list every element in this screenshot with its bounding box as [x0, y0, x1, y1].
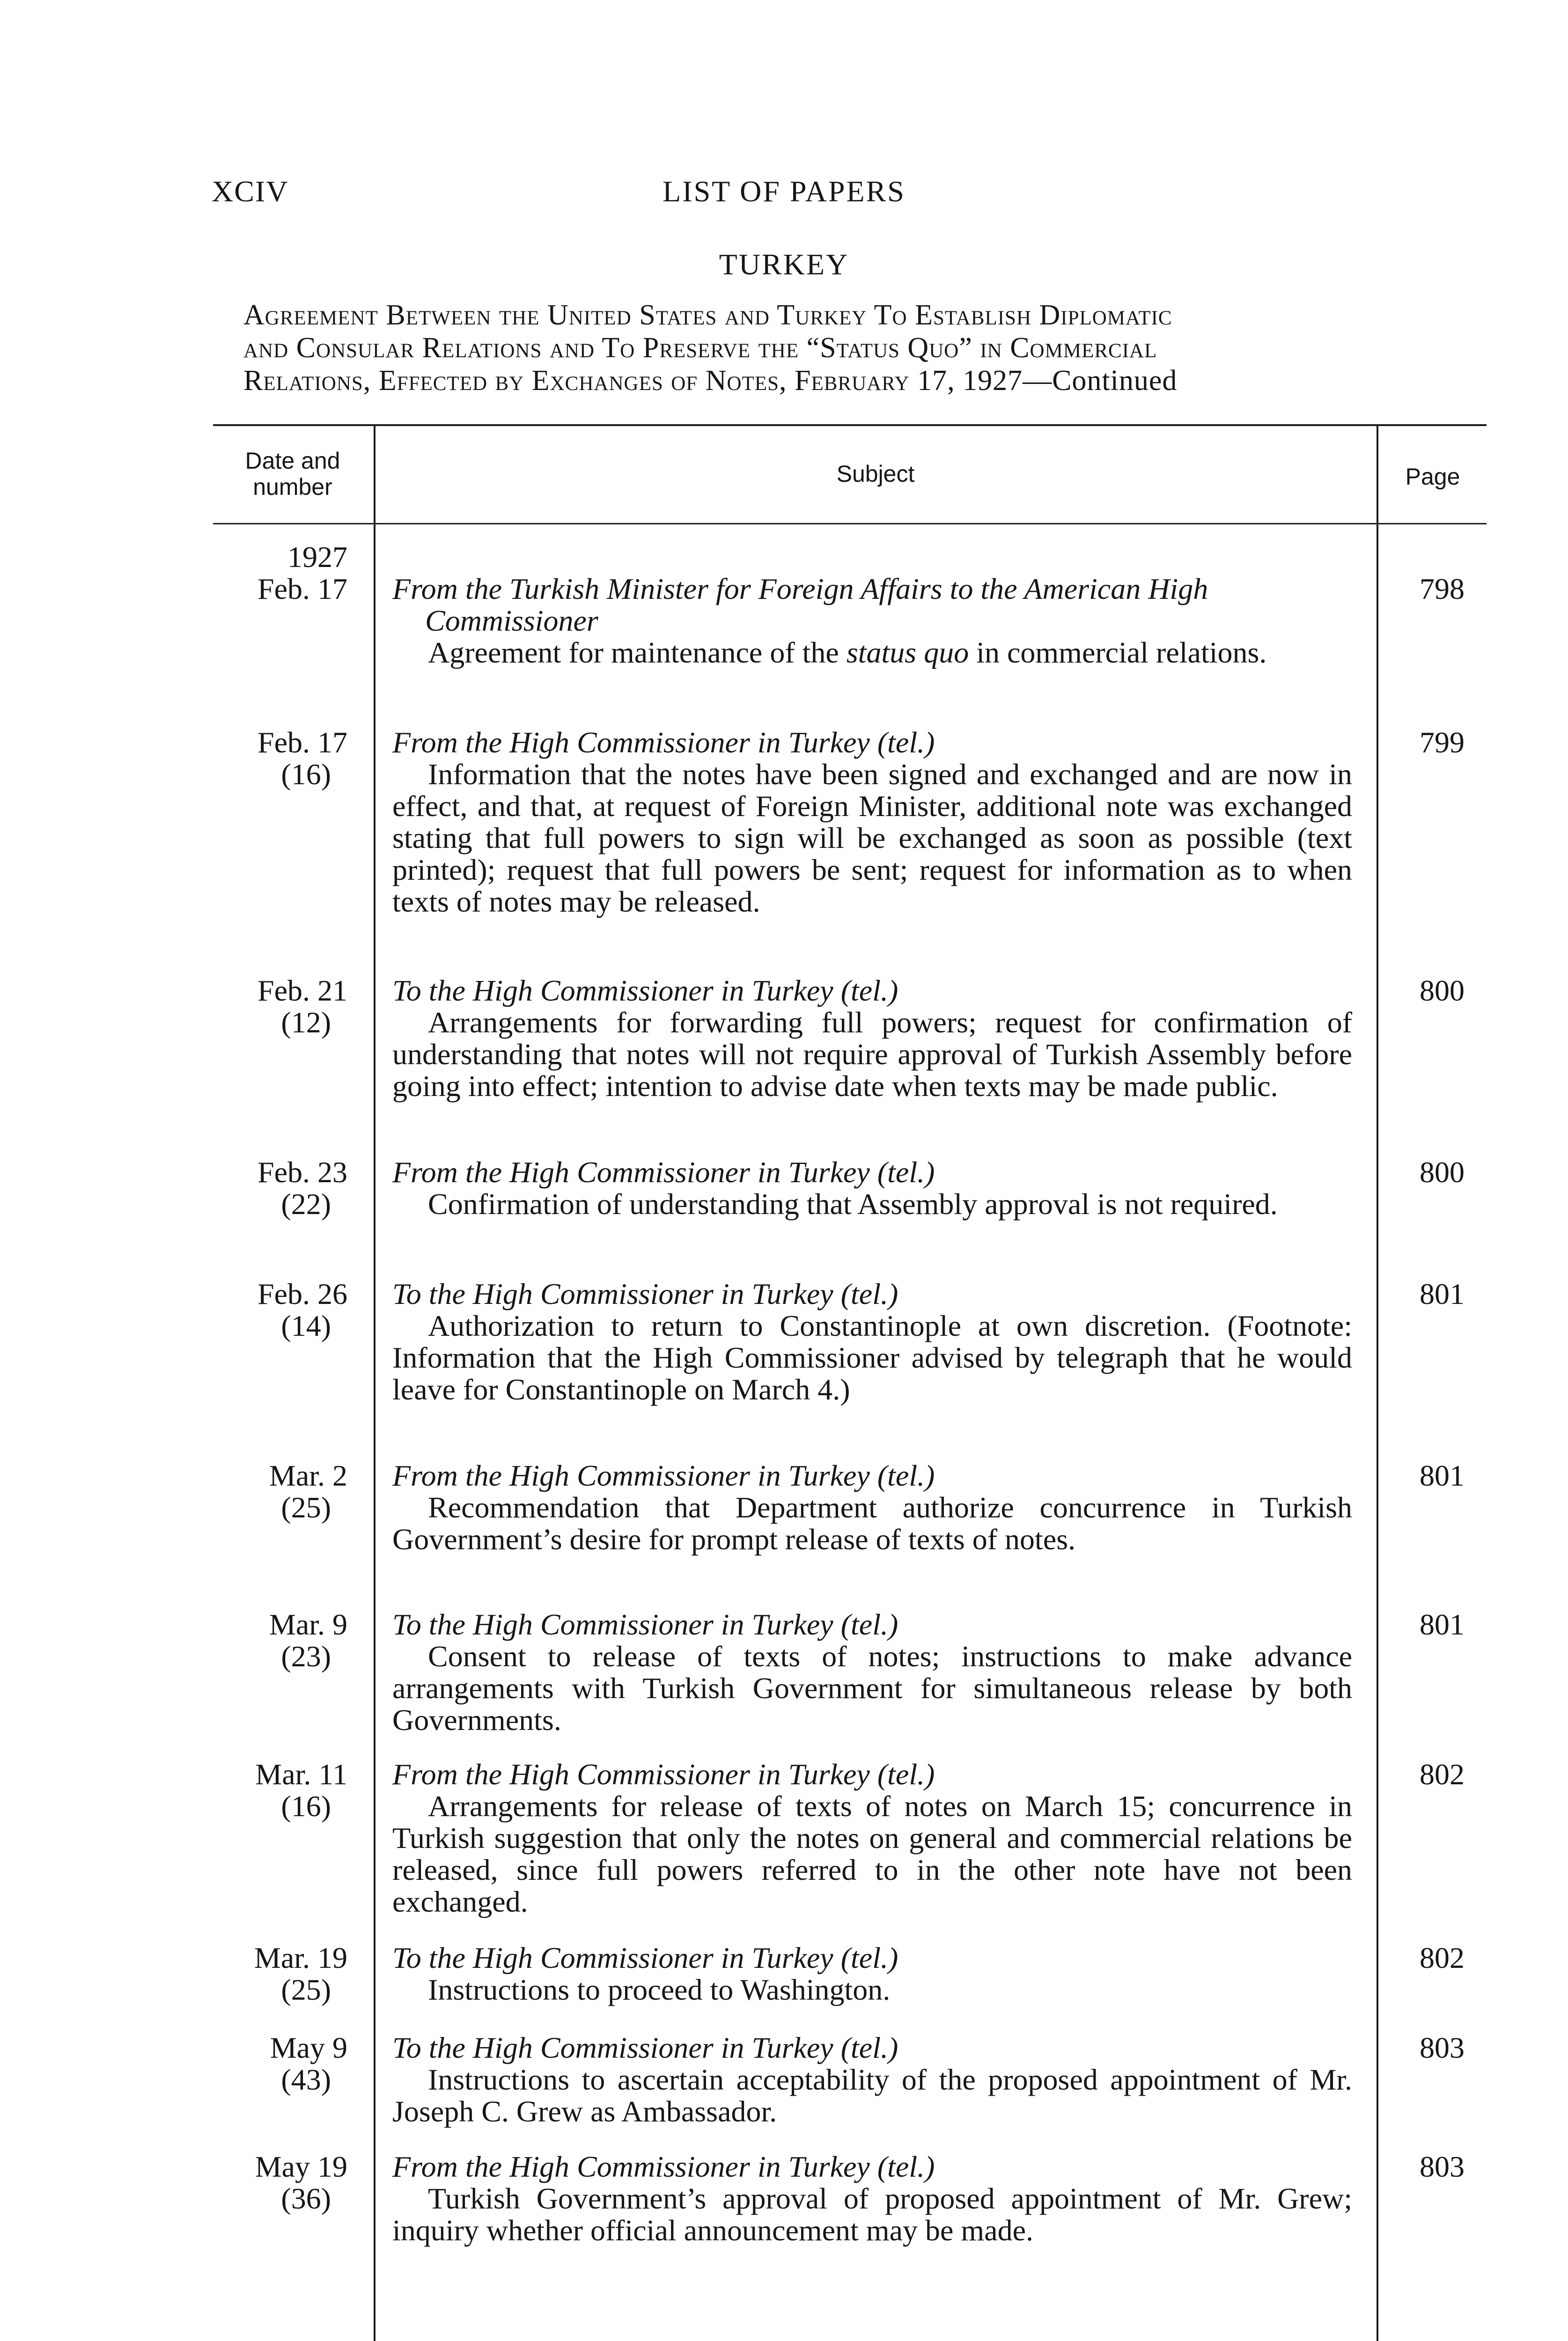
- row-date: Feb. 23 (22): [212, 1156, 347, 1220]
- row-number: (43): [281, 2063, 331, 2096]
- row-heading: From the Turkish Minister for Foreign Affairs to the American High Commissioner: [392, 572, 1208, 637]
- row-description: Instructions to ascertain acceptability of the proposed appointment of Mr. Joseph C. Grew as Ambassador.: [392, 2063, 1352, 2128]
- row-number: (25): [281, 1491, 331, 1524]
- row-description: Instructions to proceed to Washington.: [428, 1973, 891, 2006]
- row-date: May 19 (36): [212, 2151, 347, 2215]
- row-date: Mar. 9 (23): [212, 1609, 347, 1672]
- row-page: 801: [1420, 1277, 1465, 1310]
- row-page: 800: [1420, 1156, 1465, 1189]
- row-subject: [392, 1278, 1352, 1406]
- caption-line-text: Relations, Effected by Exchanges of Notes, February 17, 1927—: [243, 365, 1053, 397]
- caption-line: and Consular Relations and To Preserve the “Status Quo” in Commercial: [243, 332, 1157, 364]
- row-subject: [392, 573, 1352, 669]
- row-page: 799: [1420, 726, 1465, 759]
- row-page: 803: [1420, 2150, 1465, 2183]
- row-date: May 9 (43): [212, 2032, 347, 2096]
- row-subject: [392, 1942, 1352, 2006]
- row-number: (23): [281, 1640, 331, 1673]
- column-header-page: Page: [1405, 464, 1460, 490]
- row-page: 802: [1420, 1758, 1465, 1791]
- row-date: Mar. 2 (25): [212, 1460, 347, 1524]
- row-subject: [392, 2032, 1352, 2128]
- row-page: 801: [1420, 1608, 1465, 1641]
- row-description: Confirmation of understanding that Assembly approval is not required.: [428, 1187, 1278, 1221]
- table-top-rule: [213, 424, 1487, 426]
- row-description: Arrangements for release of texts of notes on March 15; concurrence in Turkish suggestion that only the notes on general and commercial relations be released, since full powers referred to in the other note have not been exchanged.: [392, 1789, 1352, 1918]
- row-date: Feb. 26 (14): [212, 1278, 347, 1342]
- running-title: LIST OF PAPERS: [663, 175, 905, 208]
- caption-line: Agreement Between the United States and Turkey To Establish Diplomatic: [243, 299, 1172, 331]
- row-page: 800: [1420, 974, 1465, 1007]
- column-header-date: Date and number: [245, 448, 340, 500]
- row-heading: From the High Commissioner in Turkey (tel.): [392, 1459, 935, 1492]
- row-page: 802: [1420, 1941, 1465, 1974]
- row-heading: From the High Commissioner in Turkey (tel.): [392, 726, 935, 759]
- column-divider-left: [374, 424, 375, 2341]
- row-number: (16): [281, 758, 331, 791]
- caption-line: [243, 364, 1489, 397]
- row-subject: [392, 2151, 1352, 2246]
- row-page: 803: [1420, 2031, 1465, 2064]
- row-number: (14): [281, 1309, 331, 1342]
- row-heading: From the High Commissioner in Turkey (tel.): [392, 1758, 935, 1791]
- row-number: (36): [281, 2182, 331, 2215]
- row-heading: To the High Commissioner in Turkey (tel.): [392, 974, 898, 1007]
- row-page: 798: [1420, 572, 1465, 605]
- row-heading: To the High Commissioner in Turkey (tel.): [392, 1608, 898, 1641]
- row-heading: To the High Commissioner in Turkey (tel.): [392, 2031, 898, 2064]
- row-heading: To the High Commissioner in Turkey (tel.): [392, 1941, 898, 1974]
- header-bottom-rule: [213, 523, 1487, 524]
- row-date: Feb. 17: [258, 572, 347, 605]
- page-folio: XCIV: [212, 175, 289, 208]
- row-description: Information that the notes have been signed and exchanged and are now in effect, and that, at request of Foreign Minister, additional note was exchanged stating that full powers to sign will be exchanged as soon as possible (text printed); request that full powers be sent; request for information as to when texts of notes may be released.: [392, 758, 1352, 918]
- row-description: Arrangements for forwarding full powers; request for confirmation of understanding that notes will not require approval of Turkish Assembly before going into effect; intention to advise date when texts may be made public.: [392, 1006, 1352, 1103]
- row-date: Mar. 19 (25): [212, 1942, 347, 2006]
- row-subject: [392, 727, 1352, 918]
- row-subject: [392, 975, 1352, 1102]
- section-caption: [243, 299, 1489, 397]
- row-subject: [392, 1156, 1352, 1220]
- row-date: Feb. 17 (16): [212, 727, 347, 790]
- row-subject: [392, 1609, 1352, 1736]
- row-description: Recommendation that Department authorize concurrence in Turkish Government’s desire for prompt release of texts of notes.: [392, 1491, 1352, 1556]
- column-header-subject: Subject: [836, 461, 915, 487]
- row-number: (16): [281, 1789, 331, 1823]
- row-description: Agreement for maintenance of the status quo in commercial relations.: [428, 636, 1267, 669]
- row-page: 801: [1420, 1459, 1465, 1492]
- row-subject: [392, 1460, 1352, 1555]
- running-head: [0, 174, 1568, 212]
- row-number: (25): [281, 1973, 331, 2006]
- row-description: Authorization to return to Constantinople at own discretion. (Footnote: Information that the High Commissioner advised by telegraph that he would leave for Constantinople on March 4.): [392, 1309, 1352, 1406]
- row-number: (22): [281, 1187, 331, 1221]
- row-date: Feb. 21 (12): [212, 975, 347, 1038]
- column-divider-right: [1377, 424, 1378, 2341]
- row-description: Consent to release of texts of notes; instructions to make advance arrangements with Turkish Government for simultaneous release by both Governments.: [392, 1640, 1352, 1737]
- row-description: Turkish Government’s approval of proposed appointment of Mr. Grew; inquiry whether official announcement may be made.: [392, 2182, 1352, 2247]
- row-date: Mar. 11 (16): [212, 1759, 347, 1822]
- row-subject: [392, 1759, 1352, 1918]
- section-heading: TURKEY: [719, 248, 849, 281]
- row-heading: From the High Commissioner in Turkey (tel.): [392, 2150, 935, 2183]
- row-heading: To the High Commissioner in Turkey (tel.): [392, 1277, 898, 1310]
- row-heading: From the High Commissioner in Turkey (tel.): [392, 1156, 935, 1189]
- caption-continued: Continued: [1052, 365, 1178, 397]
- row-number: (12): [281, 1006, 331, 1039]
